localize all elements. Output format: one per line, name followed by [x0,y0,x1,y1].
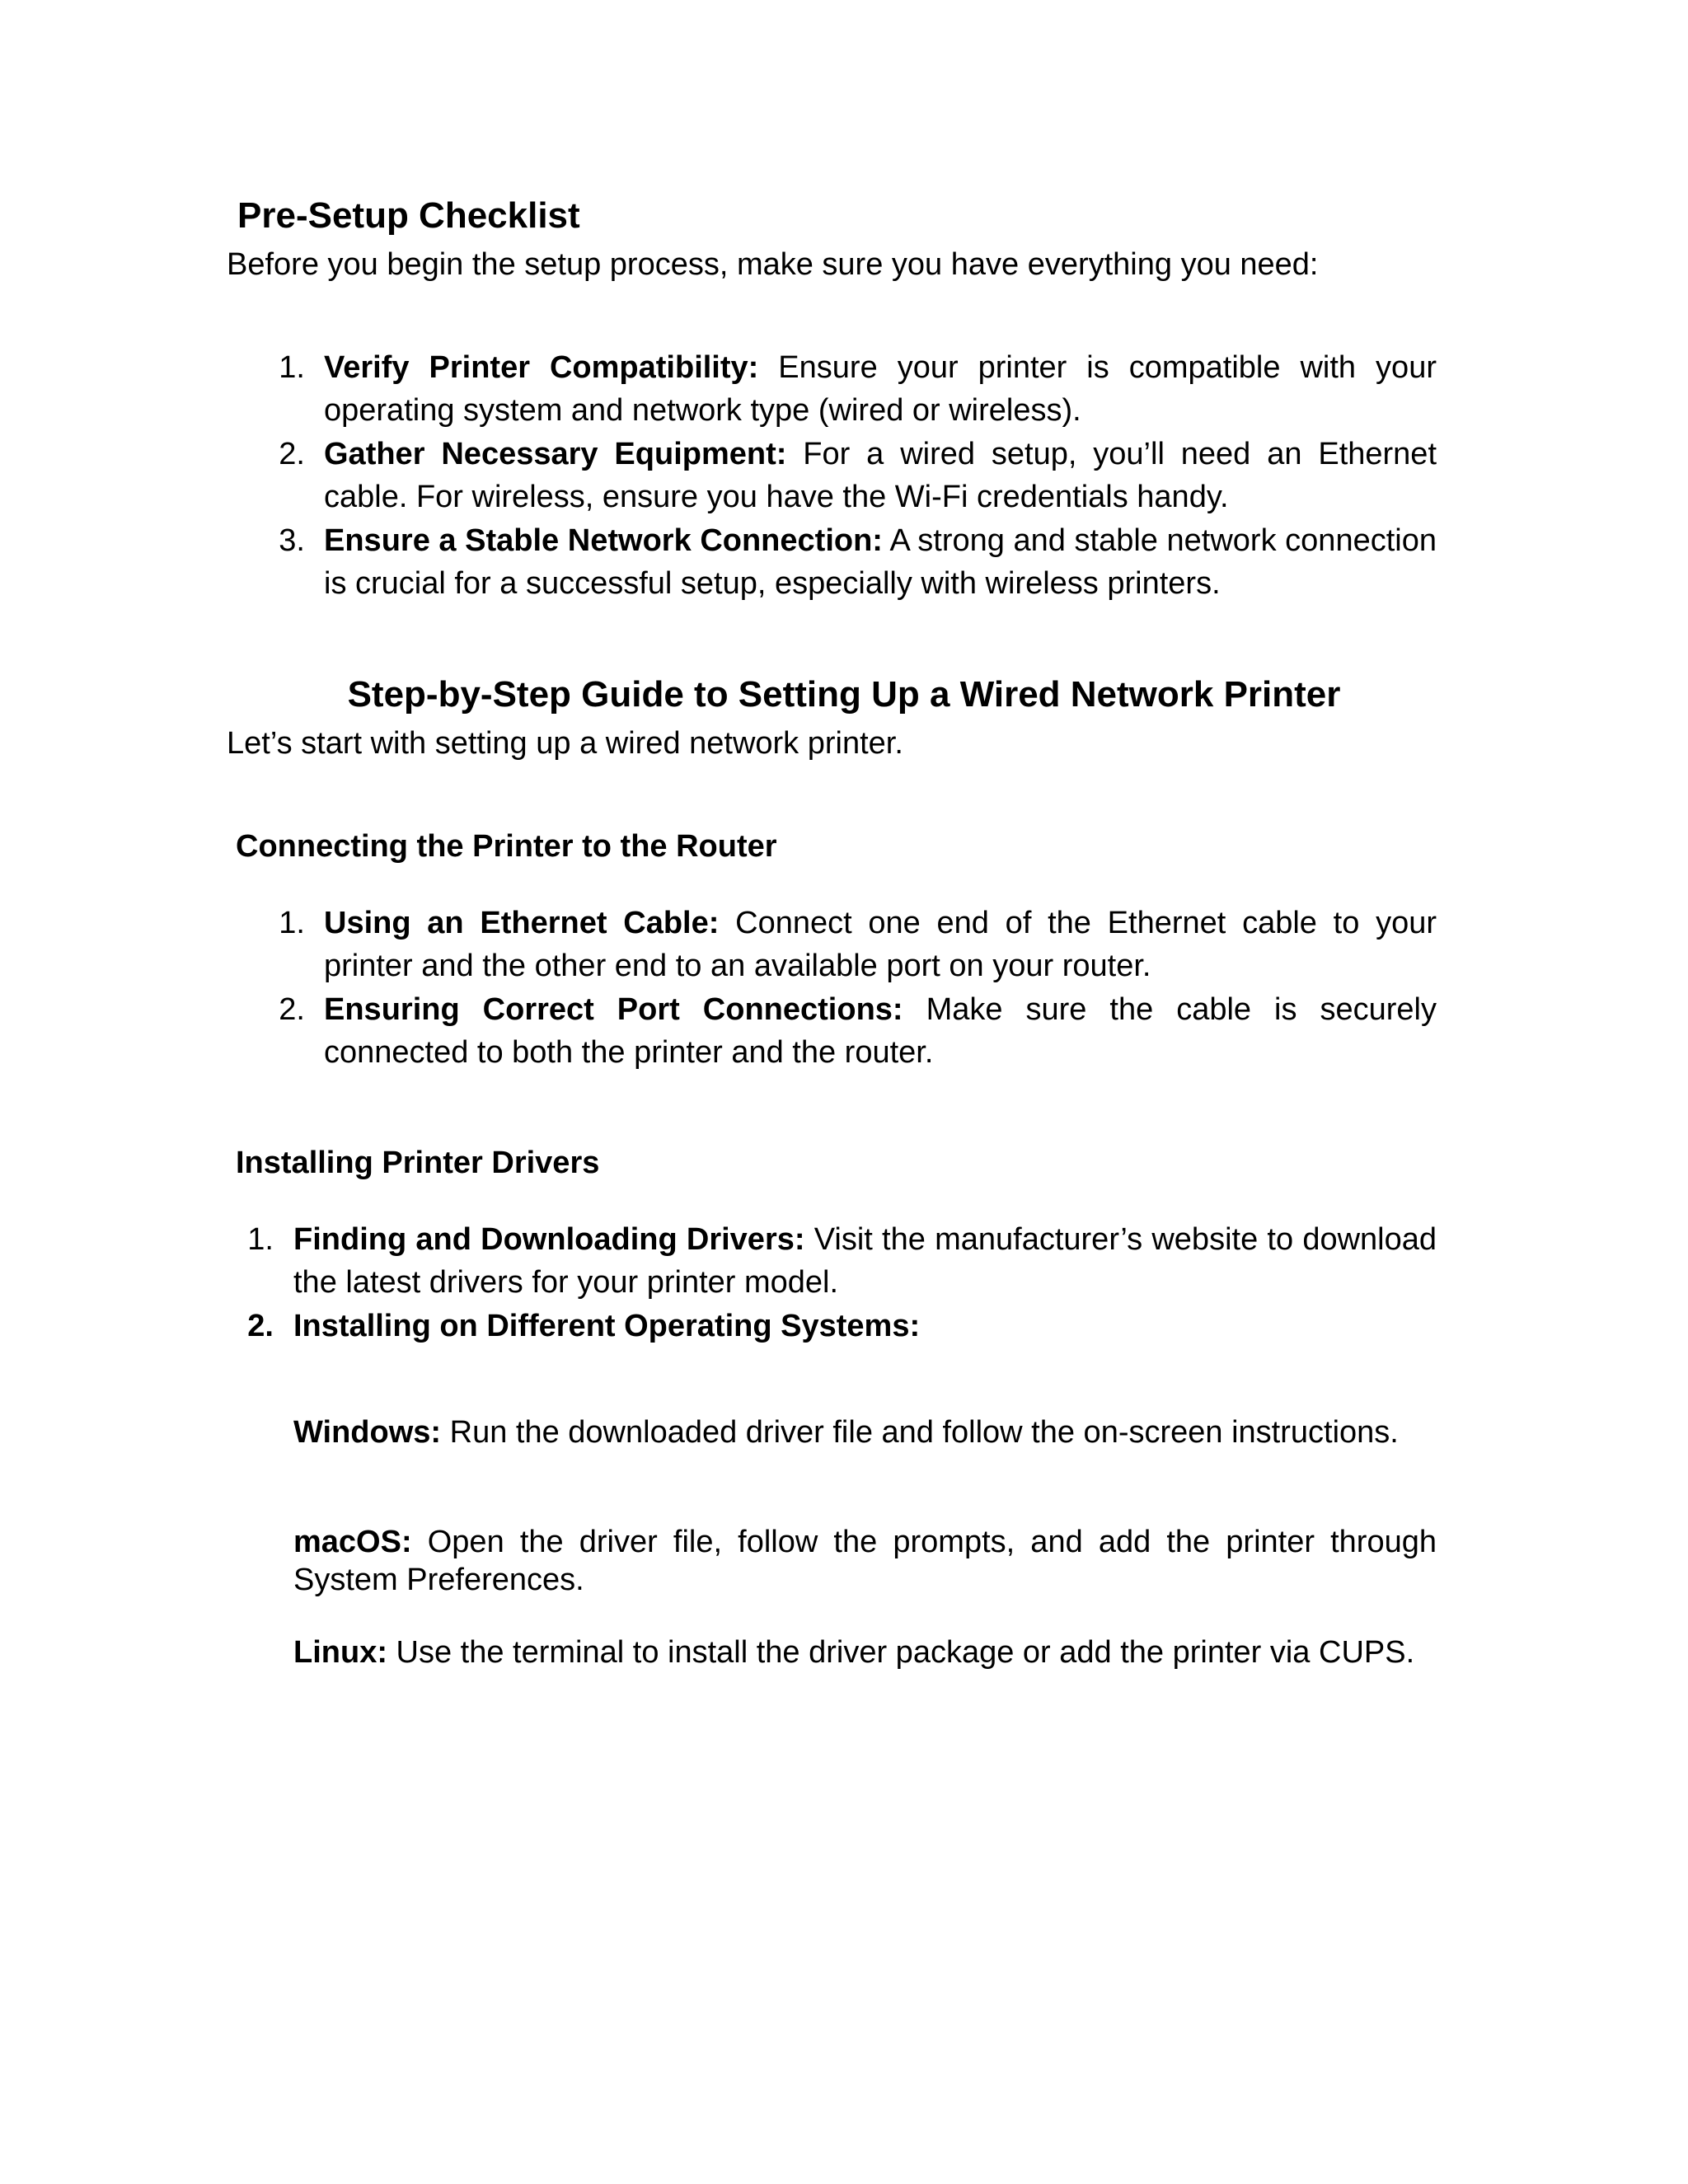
os-text: Open the driver file, follow the prompts, and add the printer through System Preferences. [293,1525,1437,1597]
drivers-list [0,1218,1688,1350]
list-number: 3. [279,523,305,558]
list-number: 2. [279,437,305,471]
list-item-term: Ensuring Correct Port Connections: [324,992,903,1027]
list-item [324,433,1437,518]
os-term: macOS: [293,1525,412,1559]
list-number: 2. [279,992,305,1027]
list-item [293,1305,1437,1347]
list-item [324,519,1437,605]
os-instruction-linux [293,1633,1437,1671]
list-item [324,902,1437,987]
os-term: Linux: [293,1635,387,1670]
list-number: 1. [279,906,305,940]
list-item-term: Verify Printer Compatibility: [324,350,759,385]
os-text: Use the terminal to install the driver package or add the printer via CUPS. [387,1635,1415,1670]
connecting-list [0,902,1688,1075]
list-item-term: Using an Ethernet Cable: [324,906,720,940]
pre-setup-intro: Before you begin the setup process, make sure you have everything you need: [227,247,1319,282]
os-instruction-windows [293,1413,1437,1451]
subheading-connecting: Connecting the Printer to the Router [236,829,777,864]
pre-setup-list [0,346,1688,610]
list-item-term: Installing on Different Operating Systems: [293,1309,921,1343]
subheading-drivers: Installing Printer Drivers [236,1146,600,1180]
list-item [293,1218,1437,1304]
list-number: 1. [247,1222,274,1257]
list-item-text: Ensure your printer is compatible with your operating system and network type (wired or wireless). [324,350,1437,428]
list-item-term: Ensure a Stable Network Connection: [324,523,883,558]
list-item-text: For a wired setup, you’ll need an Ethernet cable. For wireless, ensure you have the Wi-Fi credentials handy. [324,437,1437,514]
list-item [324,346,1437,432]
list-item-text: Visit the manufacturer’s website to download the latest drivers for your printer model. [293,1222,1437,1300]
list-item-text: Connect one end of the Ethernet cable to your printer and the other end to an available port on your router. [324,906,1437,983]
list-item-text: Make sure the cable is securely connected to both the printer and the router. [324,992,1437,1070]
section-heading-wired-guide: Step-by-Step Guide to Setting Up a Wired Network Printer [347,674,1341,715]
os-instruction-macos [293,1523,1437,1599]
list-item-term: Finding and Downloading Drivers: [293,1222,805,1257]
section-heading-pre-setup: Pre-Setup Checklist [237,195,580,236]
os-term: Windows: [293,1415,442,1450]
os-text: Run the downloaded driver file and follow the on-screen instructions. [441,1415,1399,1450]
wired-guide-intro: Let’s start with setting up a wired network printer. [227,726,903,761]
list-item-term: Gather Necessary Equipment: [324,437,787,471]
list-item-text: A strong and stable network connection is crucial for a successful setup, especially with wireless printers. [324,523,1437,601]
list-item [324,988,1437,1074]
list-number: 1. [279,350,305,385]
list-number: 2. [247,1309,274,1343]
